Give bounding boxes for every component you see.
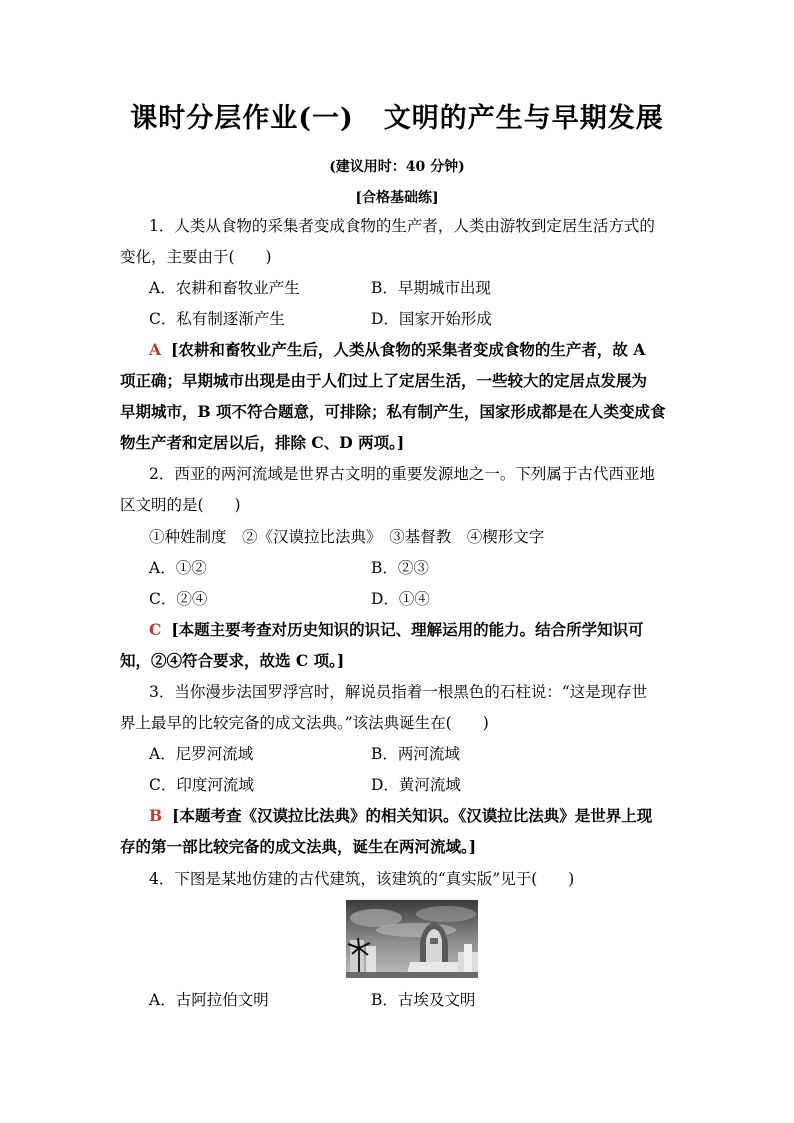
q1-option-d: D．国家开始形成 bbox=[371, 310, 492, 328]
q1-option-b: B．早期城市出现 bbox=[371, 279, 491, 297]
q2-option-c: C．②④ bbox=[149, 590, 208, 608]
q3-explanation-line2: 存的第一部比较完备的成文法典，诞生在两河流域。] bbox=[120, 837, 477, 856]
q3-stem-line1: 3．当你漫步法国罗浮宫时，解说员指着一根黑色的石柱说：“这是现存世 bbox=[149, 683, 648, 701]
q2-option-b: B．②③ bbox=[371, 559, 429, 577]
q4-option-a: A．古阿拉伯文明 bbox=[149, 991, 269, 1009]
q1-option-a: A．农耕和畜牧业产生 bbox=[149, 279, 300, 297]
q2-items: ①种姓制度 ②《汉谟拉比法典》 ③基督教 ④楔形文字 bbox=[149, 528, 545, 546]
page-title bbox=[0, 96, 794, 135]
q2-answer: C bbox=[149, 620, 162, 639]
section-heading: [合格基础练] bbox=[355, 190, 439, 206]
q1-stem-line1: 1．人类从食物的采集者变成食物的生产者，人类由游牧到定居生活方式的 bbox=[149, 217, 655, 235]
q3-answer: B bbox=[149, 806, 163, 825]
q2-option-d: D．①④ bbox=[371, 590, 430, 608]
q3-option-d: D．黄河流域 bbox=[371, 776, 461, 794]
q1-explanation-line1: A [农耕和畜牧业产生后，人类从食物的采集者变成食物的生产者，故 A bbox=[149, 340, 646, 359]
title-left: 课时分层作业(一) bbox=[130, 103, 354, 134]
q3-explanation-line1: B [本题考查《汉谟拉比法典》的相关知识。《汉谟拉比法典》是世界上现 bbox=[149, 806, 653, 825]
q4-stem-line1: 4．下图是某地仿建的古代建筑，该建筑的“真实版”见于( ) bbox=[149, 870, 575, 888]
title-right: 文明的产生与早期发展 bbox=[383, 103, 664, 134]
q1-option-c: C．私有制逐渐产生 bbox=[149, 310, 285, 328]
q1-answer: A bbox=[149, 340, 162, 359]
q1-explanation-line4: 物生产者和定居以后，排除 C、D 两项。] bbox=[120, 433, 405, 452]
sphinx-replica-photo bbox=[346, 900, 478, 978]
q3-option-a: A．尼罗河流域 bbox=[149, 745, 254, 763]
q2-explanation-line1: C [本题主要考查对历史知识的识记、理解运用的能力。结合所学知识可 bbox=[149, 620, 644, 639]
q1-stem-line2: 变化，主要由于( ) bbox=[120, 248, 272, 266]
q2-option-a: A．①② bbox=[149, 559, 207, 577]
q2-stem-line2: 区文明的是( ) bbox=[120, 496, 241, 514]
suggested-time: (建议用时：40 分钟) bbox=[329, 159, 465, 175]
q4-option-b: B．古埃及文明 bbox=[371, 991, 476, 1009]
q3-option-c: C．印度河流域 bbox=[149, 776, 254, 794]
q3-stem-line2: 界上最早的比较完备的成文法典。”该法典诞生在( ) bbox=[120, 714, 489, 732]
q1-explanation-line3: 早期城市，B 项不符合题意，可排除；私有制产生，国家形成都是在人类变成食 bbox=[120, 402, 666, 421]
q2-explanation-line2: 知，②④符合要求，故选 C 项。] bbox=[120, 651, 345, 670]
q3-option-b: B．两河流域 bbox=[371, 745, 460, 763]
q2-stem-line1: 2．西亚的两河流域是世界古文明的重要发源地之一。下列属于古代西亚地 bbox=[149, 465, 655, 483]
q1-explanation-line2: 项正确；早期城市出现是由于人们过上了定居生活，一些较大的定居点发展为 bbox=[120, 371, 648, 390]
